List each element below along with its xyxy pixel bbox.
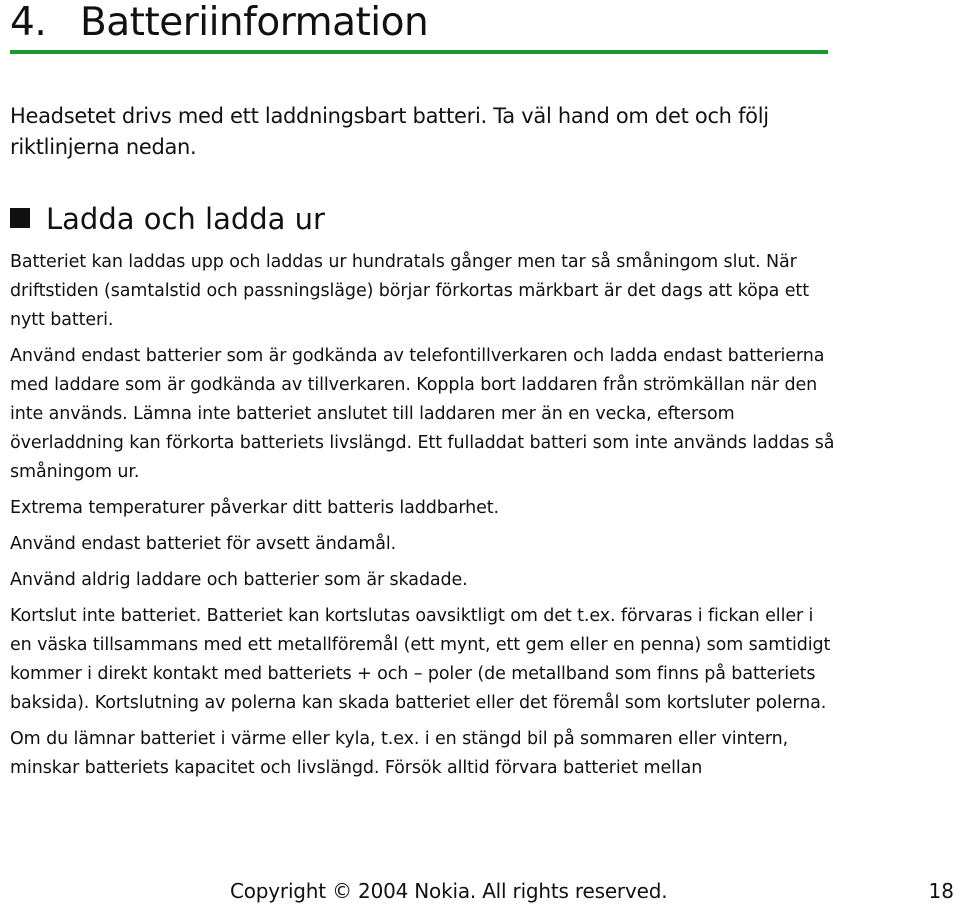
body-paragraph: Kortslut inte batteriet. Batteriet kan kortslutas oavsiktligt om det t.ex. förvaras i fickan eller i en väska tillsammans med ett metallföremål (ett mynt, ett gem eller en penna) som samtidigt kommer i direkt kontakt med batteriets + och – poler (de metallband som finns på batteriets baksida). Kortslutning av polerna kan skada batteriet eller det föremål som kortsluter polerna. [10, 606, 831, 713]
square-bullet-icon [10, 208, 30, 228]
chapter-number: 4. [10, 0, 47, 45]
section-heading [10, 199, 325, 239]
footer-copyright: Copyright © 2004 Nokia. All rights reserved. [230, 879, 668, 903]
body-paragraph: Använd endast batteriet för avsett ändamål. [10, 534, 397, 554]
body-paragraph: Batteriet kan laddas upp och laddas ur hundratals gånger men tar så småningom slut. När driftstiden (samtalstid och passningsläge) börjar förkortas märkbart är det dags att köpa ett nytt batteri. [10, 252, 809, 330]
page-number: 18 [928, 879, 954, 903]
body-paragraph: Om du lämnar batteriet i värme eller kyla, t.ex. i en stängd bil på sommaren eller vintern, minskar batteriets kapacitet och livslängd. Försök alltid förvara batteriet mellan [10, 729, 789, 778]
chapter-title [10, 0, 428, 46]
body-paragraph: Använd endast batterier som är godkända av telefontillverkaren och ladda endast batterierna med laddare som är godkända av tillverkaren. Koppla bort laddaren från strömkällan när den inte används. Lämna inte batteriet anslutet till laddaren mer än en vecka, eftersom överladdning kan förkorta batteriets livslängd. Ett fulladdat batteri som inte används laddas så småningom ur. [10, 346, 835, 482]
body-paragraph: Extrema temperaturer påverkar ditt batteris laddbarhet. [10, 498, 500, 518]
intro-paragraph: Headsetet drivs med ett laddningsbart batteri. Ta väl hand om det och följ riktlinjerna nedan. [10, 104, 769, 159]
section-heading-text: Ladda och ladda ur [46, 202, 325, 236]
section-body [10, 248, 835, 790]
chapter-title-text: Batteriinformation [80, 0, 429, 45]
body-paragraph: Använd aldrig laddare och batterier som är skadade. [10, 570, 468, 590]
title-underline-rule [10, 50, 828, 54]
